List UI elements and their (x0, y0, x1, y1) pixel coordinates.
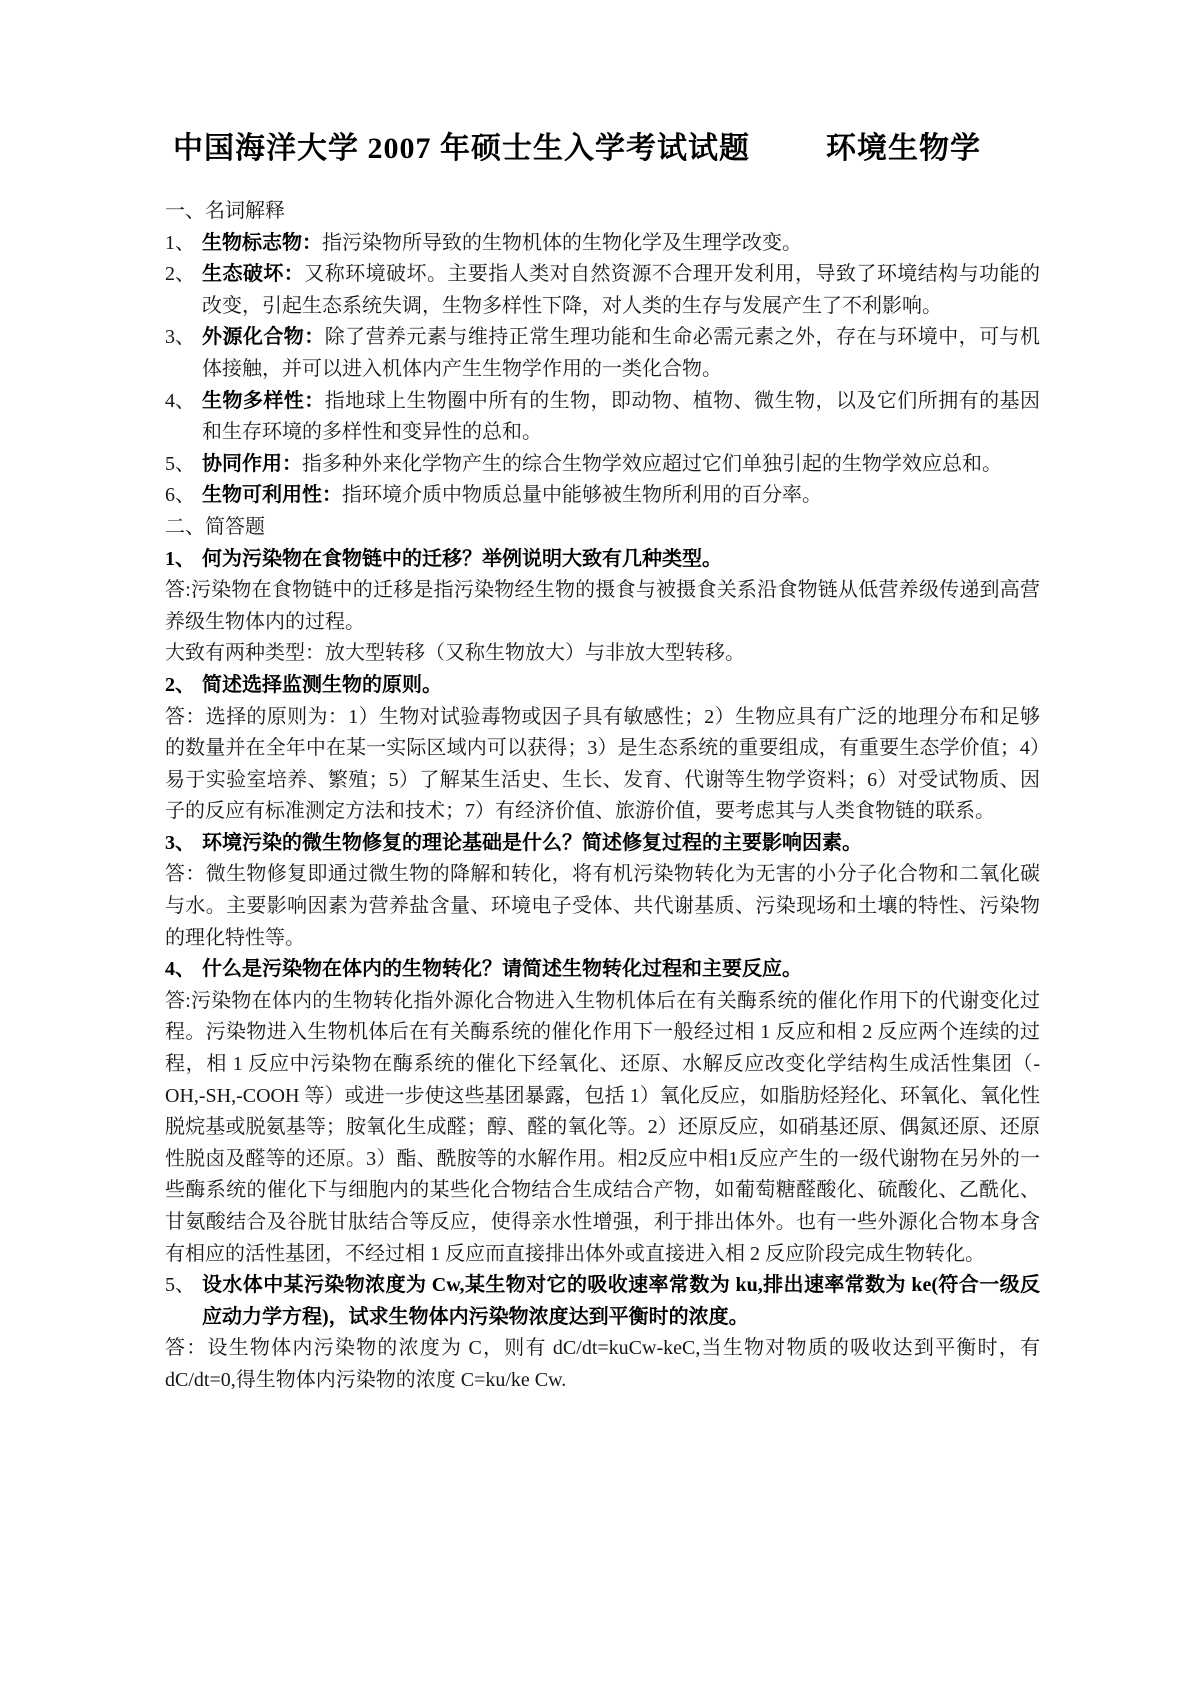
answer-paragraph: 答:污染物在食物链中的迁移是指污染物经生物的摄食与被摄食关系沿食物链从低营养级传递到高营养级生物体内的过程。 (165, 579, 1040, 633)
item-number: 6、 (165, 484, 195, 507)
definition-text: 指环境介质中物质总量中能够被生物所利用的百分率。 (342, 484, 822, 507)
question-block-4 (165, 954, 1040, 1270)
question-line (165, 544, 1040, 576)
question-line (165, 670, 1040, 702)
answer-paragraph: 答:污染物在体内的生物转化指外源化合物进入生物机体后在有关酶系统的催化作用下的代谢变化过程。污染物进入生物机体后在有关酶系统的催化作用下一般经过相 1 反应和相 2 反应两个连续的过程，相 1 反应中污染物在酶系统的催化下经氧化、还原、水解反应改变化学结构生成活性集团（-OH,-SH,-COOH 等）或进一步使这些基团暴露，包括 1）氧化反应，如脂肪烃羟化、环氧化、氧化性脱烷基或脱氨基等；胺氧化生成醛；醇、醛的氧化等。2）还原反应，如硝基还原、偶氮还原、还原性脱卤及醛等的还原。3）酯、酰胺等的水解作用。相2反应中相1反应产生的一级代谢物在另外的一些酶系统的催化下与细胞内的某些化合物结合生成结合产物，如葡萄糖醛酸化、硫酸化、乙酰化、甘氨酸结合及谷胱甘肽结合等反应，使得亲水性增强，利于排出体外。也有一些外源化合物本身含有相应的活性基团，不经过相 1 反应而直接排出体外或直接进入相 2 反应阶段完成生物转化。 (165, 989, 1040, 1265)
question-number: 1、 (165, 547, 195, 570)
question-number: 5、 (165, 1274, 195, 1297)
answer-paragraph: 答：微生物修复即通过微生物的降解和转化，将有机污染物转化为无害的小分子化合物和二氧化碳与水。主要影响因素为营养盐含量、环境电子受体、共代谢基质、污染现场和土壤的特性、污染物的理化特性等。 (165, 863, 1040, 949)
definition-item-1 (165, 228, 1040, 260)
definition-body (202, 259, 1040, 322)
definition-term: 协同作用： (202, 452, 302, 475)
item-number: 1、 (165, 231, 195, 254)
definition-item-6 (165, 480, 1040, 512)
question-text: 环境污染的微生物修复的理论基础是什么？简述修复过程的主要影响因素。 (202, 831, 862, 854)
subject-title: 环境生物学 (826, 132, 981, 165)
question-line (165, 954, 1040, 986)
definition-item-2 (165, 259, 1040, 322)
question-block-1 (165, 544, 1040, 670)
item-number: 4、 (165, 389, 195, 412)
document-title (173, 128, 1040, 170)
definition-text: 指多种外来化学物产生的综合生物学效应超过它们单独引起的生物学效应总和。 (302, 452, 1002, 475)
answer-paragraph: 答：设生物体内污染物的浓度为 C，则有 dC/dt=kuCw-keC,当生物对物质的吸收达到平衡时，有 dC/dt=0,得生物体内污染物的浓度 C=ku/ke Cw. (165, 1337, 1040, 1391)
definition-body (202, 228, 1040, 260)
definition-body (202, 449, 1040, 481)
question-text: 何为污染物在食物链中的迁移？举例说明大致有几种类型。 (202, 547, 722, 570)
definition-term: 生物多样性： (202, 389, 325, 412)
question-number: 4、 (165, 958, 195, 981)
definition-text: 指污染物所导致的生物机体的生物化学及生理学改变。 (322, 231, 802, 254)
question-text: 简述选择监测生物的原则。 (202, 673, 442, 696)
question-text: 设水体中某污染物浓度为 Cw,某生物对它的吸收速率常数为 ku,排出速率常数为 ke(符合一级反应动力学方程)，试求生物体内污染物浓度达到平衡时的浓度。 (202, 1274, 1040, 1328)
question-block-2 (165, 670, 1040, 828)
definition-text: 指地球上生物圈中所有的生物，即动物、植物、微生物，以及它们所拥有的基因和生存环境的多样性和变异性的总和。 (202, 389, 1041, 444)
definition-text: 又称环境破坏。主要指人类对自然资源不合理开发利用，导致了环境结构与功能的改变，引起生态系统失调，生物多样性下降，对人类的生存与发展产生了不利影响。 (202, 263, 1040, 317)
definition-text: 除了营养元素与维持正常生理功能和生命必需元素之外，存在与环境中，可与机体接触，并可以进入机体内产生生物学作用的一类化合物。 (202, 326, 1041, 380)
document-body (165, 196, 1040, 1397)
definition-term: 生态破坏： (202, 263, 305, 286)
definition-body (202, 386, 1040, 449)
definition-item-3 (165, 322, 1040, 385)
definition-item-4 (165, 386, 1040, 449)
question-block-5 (165, 1270, 1040, 1396)
definition-body (202, 480, 1040, 512)
item-number: 2、 (165, 263, 195, 286)
answer-paragraph: 答：选择的原则为：1）生物对试验毒物或因子具有敏感性；2）生物应具有广泛的地理分布和足够的数量并在全年中在某一实际区域内可以获得；3）是生态系统的重要组成，有重要生态学价值；4）易于实验室培养、繁殖；5）了解某生活史、生长、发育、代谢等生物学资料；6）对受试物质、因子的反应有标准测定方法和技术；7）有经济价值、旅游价值，要考虑其与人类食物链的联系。 (165, 705, 1040, 823)
item-number: 3、 (165, 326, 195, 349)
question-number: 3、 (165, 831, 195, 854)
definition-term: 生物可利用性： (202, 484, 342, 507)
question-text: 什么是污染物在体内的生物转化？请简述生物转化过程和主要反应。 (202, 958, 802, 981)
item-number: 5、 (165, 452, 195, 475)
exam-title: 中国海洋大学 2007 年硕士生入学考试试题 (173, 132, 750, 165)
section2-heading: 二、简答题 (165, 515, 265, 538)
question-line (165, 1270, 1040, 1333)
definition-term: 生物标志物： (202, 231, 322, 254)
definition-item-5 (165, 449, 1040, 481)
question-block-3 (165, 828, 1040, 954)
definition-term: 外源化合物： (202, 326, 325, 349)
definition-body (202, 322, 1040, 385)
question-line (165, 828, 1040, 860)
question-number: 2、 (165, 673, 195, 696)
answer-paragraph: 大致有两种类型：放大型转移（又称生物放大）与非放大型转移。 (165, 642, 745, 665)
section1-heading: 一、名词解释 (165, 200, 285, 222)
